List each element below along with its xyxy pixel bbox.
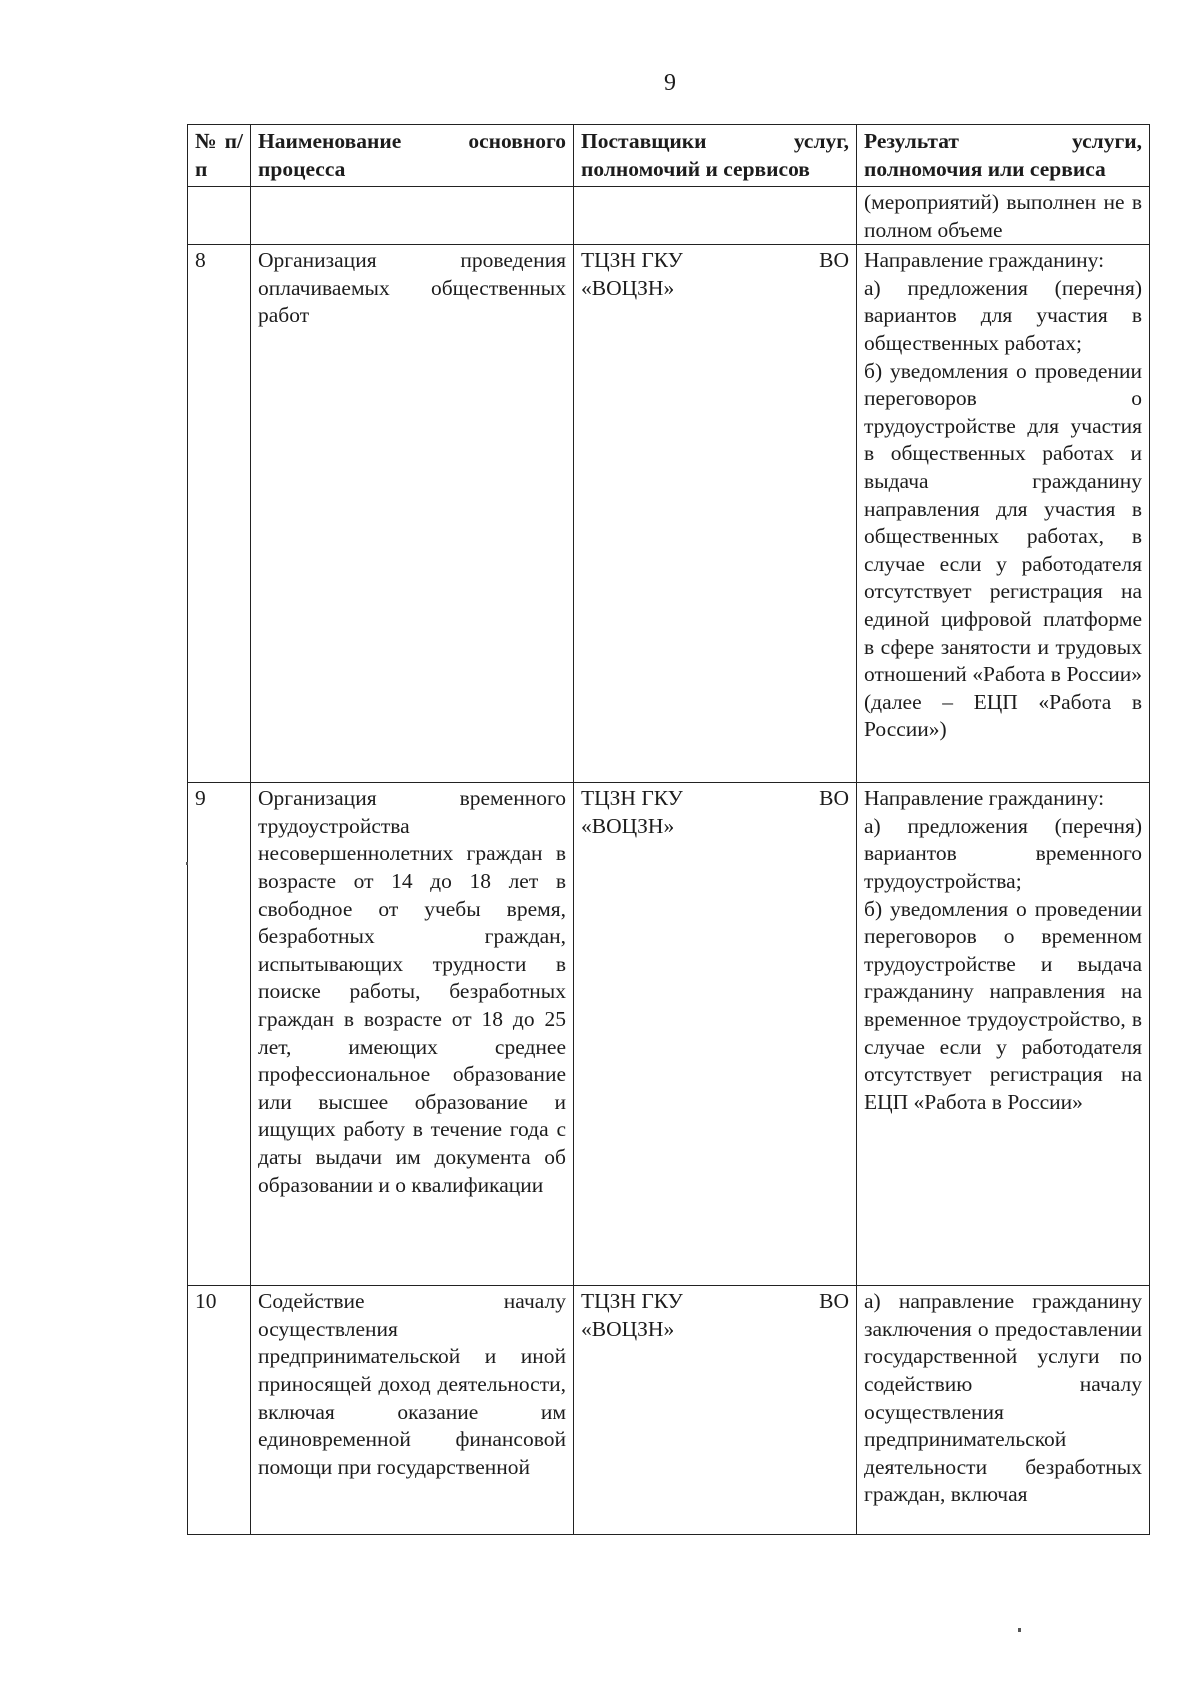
result-item-b: б) уведомления о проведении переговоров о временном трудоустройстве и выдача гражданину направления на временное трудоустройство, в случае если у работодателя отсутствует регистрация на ЕЦП «Работа в России» (864, 896, 1142, 1114)
scan-speck (186, 862, 188, 865)
table-row (188, 1286, 1150, 1535)
row-process: Организация проведения оплачиваемых общественных работ (251, 245, 574, 783)
row-process: Содействие началу осуществления предпринимательской и иной приносящей доход деятельности, включая оказание им единовременной финансовой помощи при государственной (251, 1286, 574, 1535)
provider-region: ВО (819, 786, 849, 811)
provider-name: ТЦЗН ГКУ (581, 248, 683, 273)
row-process: Организация временного трудоустройства несовершеннолетних граждан в возрасте от 14 до 18 лет в свободное от учебы время, безработных граждан, испытывающих трудности в поиске работы, безработных граждан в возрасте от 18 до 25 лет, имеющих среднее профессиональное образование или высшее образование и ищущих работу в течение года с даты выдачи им документа об образовании и о квалификации (251, 783, 574, 1286)
result-item-b: б) уведомления о проведении переговоров о трудоустройстве для участия в общественных работах и выдача гражданину направления для участия в общественных работах, в случае если у работодателя отсутствует регистрация на единой цифровой платформе в сфере занятости и трудовых отношений «Работа в России» (далее – ЕЦП «Работа в России») (864, 358, 1142, 742)
provider-org: «ВОЦЗН» (581, 813, 675, 838)
row-num: 9 (188, 783, 251, 1286)
row-providers (574, 245, 857, 783)
header-result: Результат услуги, полномочия или сервиса (857, 125, 1150, 187)
row-num (188, 187, 251, 245)
header-num: № п/п (188, 125, 251, 187)
result-item-a: а) предложения (перечня) вариантов для участия в общественных работах; (864, 275, 1142, 355)
provider-name: ТЦЗН ГКУ (581, 1289, 683, 1314)
row-providers (574, 1286, 857, 1535)
row-providers (574, 783, 857, 1286)
header-providers: Поставщики услуг, полномочий и сервисов (574, 125, 857, 187)
page-number: 9 (664, 70, 676, 96)
table-row (188, 187, 1150, 245)
provider-region: ВО (819, 1289, 849, 1314)
row-process (251, 187, 574, 245)
result-item-a: а) предложения (перечня) вариантов временного трудоустройства; (864, 813, 1142, 893)
row-num: 10 (188, 1286, 251, 1535)
row-result (857, 783, 1150, 1286)
provider-region: ВО (819, 248, 849, 273)
scan-speck (1018, 1628, 1021, 1632)
provider-org: «ВОЦЗН» (581, 275, 675, 300)
row-providers (574, 187, 857, 245)
result-intro: Направление гражданину: (864, 248, 1105, 273)
table-header-row (188, 125, 1150, 187)
result-intro: Направление гражданину: (864, 786, 1105, 811)
table-row (188, 783, 1150, 1286)
row-num: 8 (188, 245, 251, 783)
provider-name: ТЦЗН ГКУ (581, 786, 683, 811)
row-result: а) направление гражданину заключения о предоставлении государственной услуги по содействию началу осуществления предпринимательской деятельности безработных граждан, включая (857, 1286, 1150, 1535)
table-row (188, 245, 1150, 783)
provider-org: «ВОЦЗН» (581, 1316, 675, 1341)
row-result: (мероприятий) выполнен не в полном объеме (857, 187, 1150, 245)
header-process: Наименование основного процесса (251, 125, 574, 187)
process-table (187, 124, 1150, 1535)
row-result (857, 245, 1150, 783)
